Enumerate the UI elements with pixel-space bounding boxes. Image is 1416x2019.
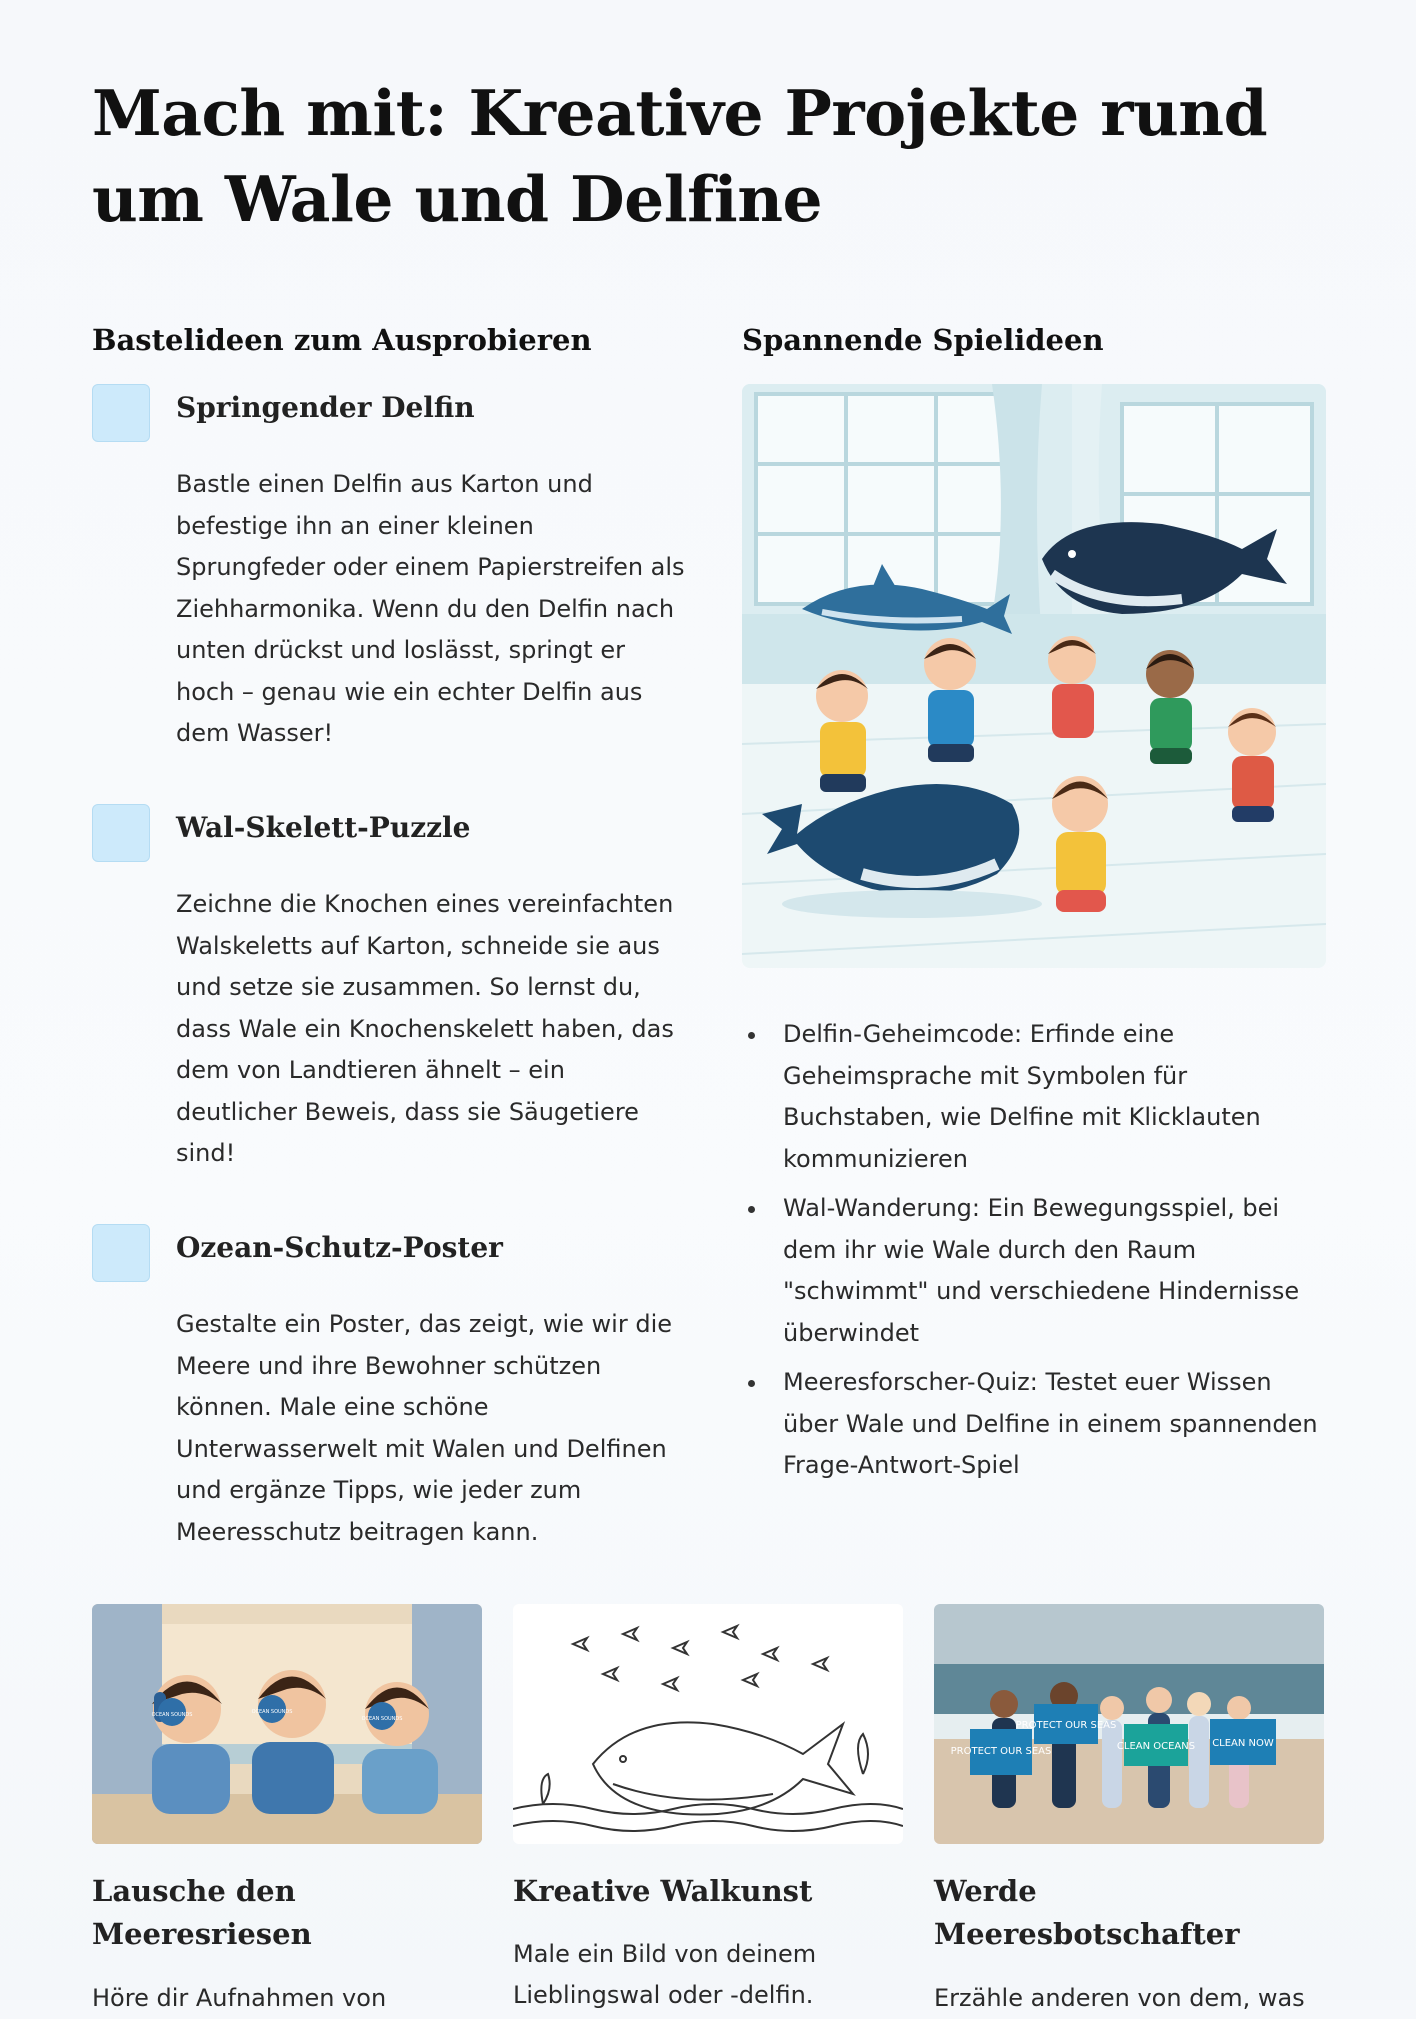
craft-ideas-column <box>92 320 685 1546</box>
page-title: Mach mit: Kreative Projekte rund um Wale und Delfine <box>92 76 1268 236</box>
craft-item-text: Gestalte ein Poster, das zeigt, wie wir die Meere und ihre Bewohner schützen können. Male eine schöne Unterwasserwelt mit Walen und Delfinen und ergänze Tipps, wie jeder zum Meeresschutz beitragen kann. <box>176 1310 672 1546</box>
activity-card <box>934 1604 1324 2012</box>
headphone-label: OCEAN SOUNDS <box>251 1709 293 1715</box>
two-column-section <box>92 320 1324 1560</box>
sign-text: CLEAN NOW <box>1212 1738 1274 1749</box>
checkbox[interactable] <box>92 384 150 442</box>
card-text: Male ein Bild von deinem Lieblingswal oder -delfin. <box>513 1940 817 2009</box>
game-ideas-heading: Spannende Spielideen <box>742 323 1104 357</box>
list-item: Wal-Wanderung: Ein Bewegungsspiel, bei dem ihr wie Wale durch den Raum "schwimmt" und verschiedene Hindernisse überwindet <box>742 1188 1326 1354</box>
craft-item-text: Bastle einen Delfin aus Karton und befestige ihn an einer kleinen Sprungfeder oder einem Papierstreifen als Ziehharmonika. Wenn du den Delfin nach unten drückst und loslässt, springt er hoch – genau wie ein echter Delfin aus dem Wasser! <box>176 470 685 747</box>
craft-item-title: Wal-Skelett-Puzzle <box>176 811 471 844</box>
kids-headphones-image <box>92 1604 482 1844</box>
classroom-whale-illustration <box>742 384 1326 968</box>
whale-coloring-image <box>513 1604 903 1844</box>
list-item: Delfin-Geheimcode: Erfinde eine Geheimsprache mit Symbolen für Buchstaben, wie Delfine mit Klicklauten kommunizieren <box>742 1014 1326 1180</box>
list-item: Meeresforscher-Quiz: Testet euer Wissen über Wale und Delfine in einem spannenden Frage-Antwort-Spiel <box>742 1362 1326 1487</box>
checkbox[interactable] <box>92 1224 150 1282</box>
activity-card <box>513 1604 903 2009</box>
checkbox[interactable] <box>92 804 150 862</box>
sign-text: PROTECT OUR SEAS <box>950 1746 1052 1757</box>
card-title: Lausche den Meeresriesen <box>92 1874 312 1951</box>
card-title: Werde Meeresbotschafter <box>934 1874 1240 1951</box>
classroom-scene <box>742 384 1326 968</box>
craft-ideas-heading: Bastelideen zum Ausprobieren <box>92 323 592 357</box>
headphone-label: OCEAN SOUNDS <box>151 1712 193 1718</box>
craft-item-title: Springender Delfin <box>176 391 475 424</box>
craft-item-text: Zeichne die Knochen eines vereinfachten Walskeletts auf Karton, schneide sie aus und setze sie zusammen. So lernst du, dass Wale ein Knochenskelett haben, das dem von Landtieren ähnelt – ein deutlicher Beweis, dass sie Säugetiere sind! <box>176 890 674 1167</box>
card-text: Höre dir Aufnahmen von <box>92 1984 387 2012</box>
game-ideas-column <box>742 320 1326 1479</box>
sign-text: PROTECT OUR SEAS <box>1015 1720 1117 1731</box>
page <box>92 0 1324 2012</box>
game-ideas-list <box>742 1014 1326 1495</box>
card-title: Kreative Walkunst <box>513 1874 813 1908</box>
kids-beach-signs-image <box>934 1604 1324 1844</box>
activity-card <box>92 1604 482 2012</box>
sign-text: CLEAN OCEANS <box>1116 1741 1196 1752</box>
headphone-label: OCEAN SOUNDS <box>361 1716 403 1722</box>
card-text: Erzähle anderen von dem, was <box>934 1984 1305 2012</box>
craft-item-title: Ozean-Schutz-Poster <box>176 1231 503 1264</box>
